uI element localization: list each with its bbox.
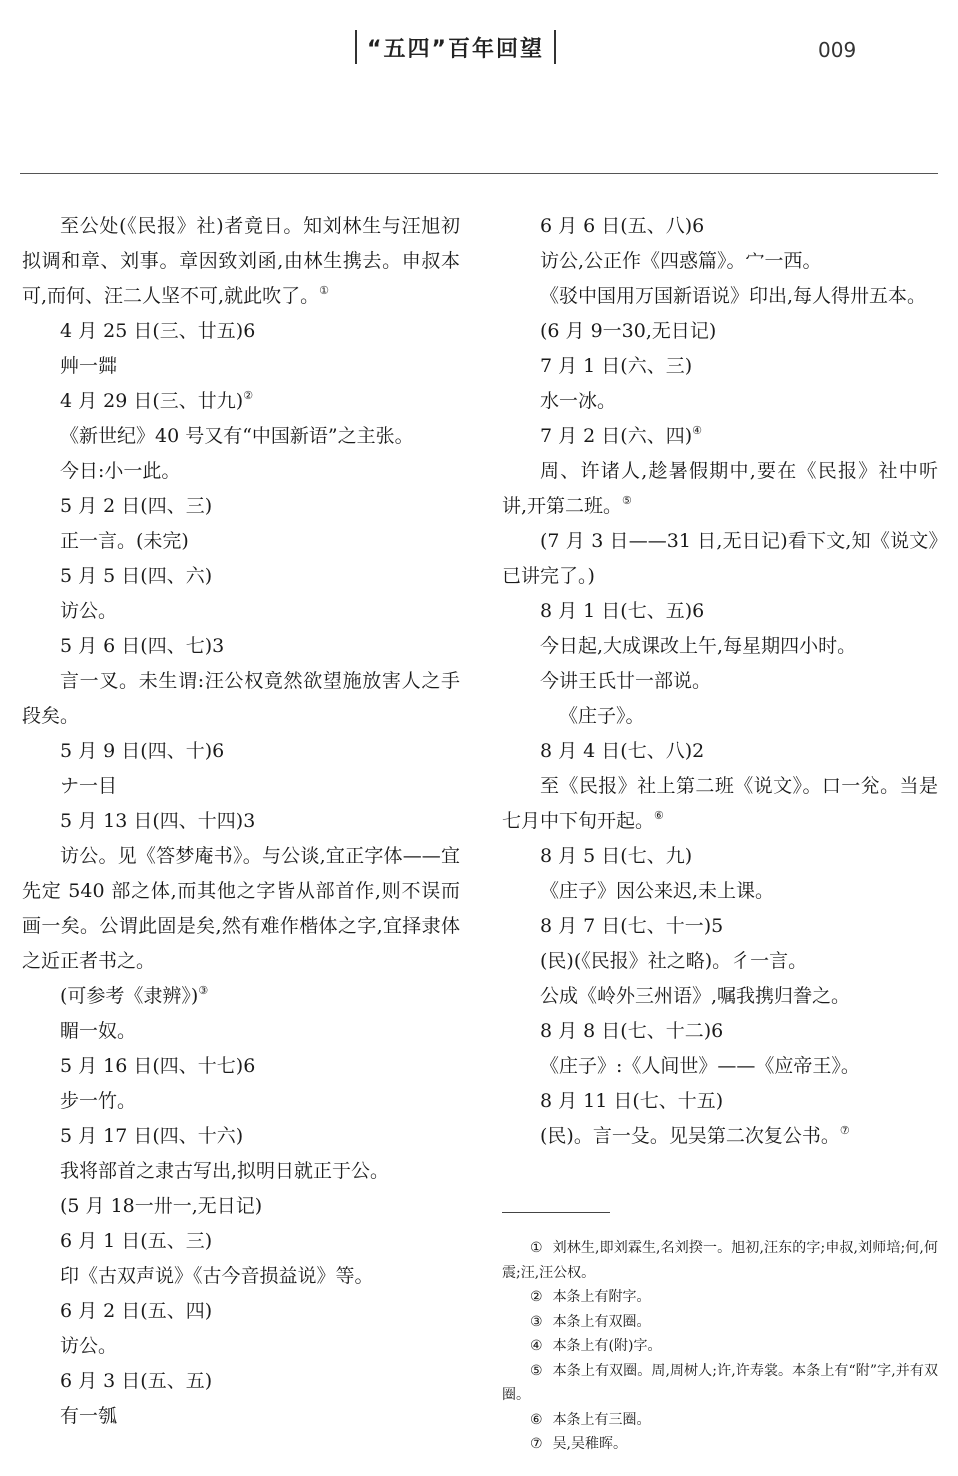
paragraph: 《新世纪》40 号又有“中国新语”之主张。 [60, 425, 414, 447]
paragraph: 访公,公正作《四惑篇》。宀一西。 [540, 250, 822, 272]
diary-date: 7 月 1 日(六、三) [540, 355, 693, 377]
footnote-marker: ① [319, 284, 329, 297]
diary-date: 6 月 3 日(五、五) [60, 1370, 213, 1392]
footnote-marker: ⑦ [839, 1124, 850, 1137]
diary-date: 5 月 5 日(四、六) [60, 565, 213, 587]
footnote: ② 本条上有附字。 [530, 1289, 651, 1305]
diary-date: 7 月 2 日(六、四)④ [540, 424, 702, 447]
footnote: ① 刘林生,即刘霖生,名刘揆一。旭初,汪东的字;申叔,刘师培;何,何震;汪,汪公权。 [502, 1240, 938, 1281]
diary-date: 8 月 7 日(七、十一)5 [540, 915, 724, 937]
paragraph: 步一竹。 [60, 1090, 137, 1112]
left-column [22, 209, 460, 1434]
paragraph: 言一叉。未生谓:汪公权竟然欲望施放害人之手段矣。 [22, 670, 460, 727]
right-column [502, 209, 938, 1154]
paragraph: 《庄子》:《人间世》——《应帝王》。 [540, 1055, 860, 1077]
paragraph: 正一言。(未完) [60, 530, 189, 552]
diary-date: 6 月 1 日(五、三) [60, 1230, 213, 1252]
paragraph: 有一瓠 [60, 1405, 118, 1427]
diary-date: 5 月 6 日(四、七)3 [60, 635, 225, 657]
paragraph: 公成《岭外三州语》,嘱我携归誊之。 [540, 985, 851, 1007]
diary-date: 8 月 8 日(七、十二)6 [540, 1020, 724, 1042]
footnote-marker: ③ [198, 984, 209, 997]
footnote-rule [502, 1212, 610, 1213]
diary-date: 8 月 4 日(七、八)2 [540, 740, 705, 762]
diary-date: 5 月 9 日(四、十)6 [60, 740, 225, 762]
paragraph: 我将部首之隶古写出,拟明日就正于公。 [60, 1160, 390, 1182]
diary-date: 5 月 13 日(四、十四)3 [60, 810, 256, 832]
footnote: ⑦ 吴,吴稚晖。 [530, 1436, 628, 1452]
footnote-marker: ② [243, 389, 254, 402]
paragraph: 今日:小一此。 [60, 460, 181, 482]
diary-date: 4 月 25 日(三、廿五)6 [60, 320, 256, 342]
paragraph: 今日起,大成课改上午,每星期四小时。 [540, 635, 857, 657]
paragraph: 至《民报》社上第二班《说文》。口一兊。当是七月中下旬开起。⑥ [502, 775, 938, 832]
diary-date: 8 月 1 日(七、五)6 [540, 600, 705, 622]
paragraph: 艸一茻 [60, 355, 118, 377]
footnote-marker: ⑤ [622, 494, 632, 507]
paragraph: 睸一奴。 [60, 1020, 137, 1042]
paragraph: 今讲王氏廿一部说。 [540, 670, 712, 692]
footnote-marker: ④ [692, 424, 702, 437]
paragraph: 水一冰。 [540, 390, 617, 412]
paragraph: (可参考《隶辨》)③ [60, 984, 209, 1007]
diary-date: 6 月 2 日(五、四) [60, 1300, 213, 1322]
footnote: ⑤ 本条上有双圈。周,周树人;许,许寿裳。本条上有“附”字,并有双圈。 [502, 1362, 938, 1403]
paragraph: (民)(《民报》社之略)。彳一言。 [540, 950, 808, 972]
diary-date: 5 月 2 日(四、三) [60, 495, 213, 517]
paragraph: (5 月 18一卅一,无日记) [60, 1195, 263, 1217]
footnote: ⑥ 本条上有三圈。 [530, 1411, 651, 1428]
diary-date: 4 月 29 日(三、廿九)② [60, 389, 254, 412]
paragraph: (民)。言一殳。见吴第二次复公书。⑦ [540, 1124, 850, 1147]
paragraph: 访公。见《答梦庵书》。与公谈,宜正字体——宜先定 540 部之体,而其他之字皆从部首作,则不误而画一矣。公谓此固是矣,然有难作楷体之字,宜择隶体之近正者书之。 [22, 845, 460, 972]
footnote-marker: ⑥ [654, 809, 664, 822]
paragraph: 《庄子》。 [559, 705, 645, 727]
diary-date: 8 月 5 日(七、九) [540, 845, 693, 867]
header-rule [20, 173, 938, 174]
diary-date: 6 月 6 日(五、八)6 [540, 215, 705, 237]
running-header-title: “五四”百年回望 [355, 30, 556, 64]
diary-date: 5 月 17 日(四、十六) [60, 1125, 244, 1147]
footnote: ③ 本条上有双圈。 [530, 1313, 651, 1330]
paragraph: 印《古双声说》《古今音损益说》等。 [60, 1265, 374, 1287]
paragraph: 《庄子》因公来迟,未上课。 [540, 880, 775, 902]
paragraph: 至公处(《民报》社)者竟日。知刘林生与汪旭初拟调和章、刘事。章因致刘函,由林生携去。申叔本可,而何、汪二人坚不可,就此吹了。① [22, 215, 460, 307]
footnote: ④ 本条上有(附)字。 [530, 1338, 662, 1354]
paragraph: 《驳中国用万国新语说》印出,每人得卅五本。 [540, 285, 927, 307]
footnotes [502, 1236, 938, 1457]
paragraph: (7 月 3 日——31 日,无日记)看下文,知《说文》已讲完了。) [502, 530, 938, 587]
paragraph: 周、许诸人,趁暑假期中,要在《民报》社中听讲,开第二班。⑤ [502, 460, 938, 517]
page-number: 009 [818, 38, 857, 62]
paragraph: (6 月 9一30,无日记) [540, 320, 717, 342]
paragraph: 访公。 [60, 600, 118, 622]
paragraph: 访公。 [60, 1335, 118, 1357]
diary-date: 8 月 11 日(七、十五) [540, 1090, 724, 1112]
diary-date: 5 月 16 日(四、十七)6 [60, 1055, 256, 1077]
paragraph: ナ一目 [60, 775, 118, 797]
